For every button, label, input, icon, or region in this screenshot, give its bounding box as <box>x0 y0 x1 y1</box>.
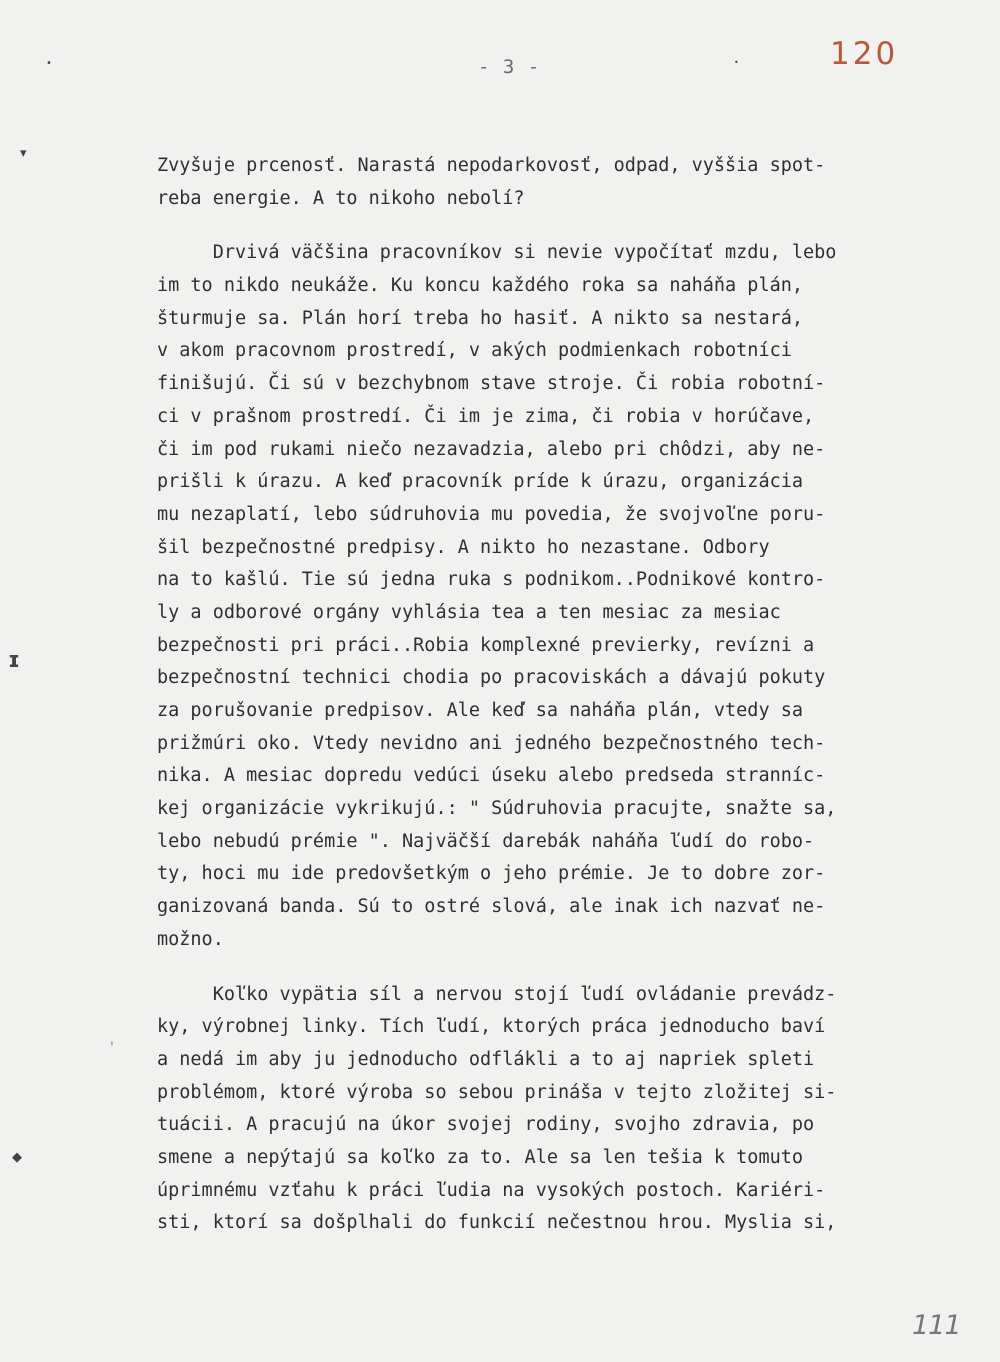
text-line: ly a odborové orgány vyhlásia tea a ten mesiac za mesiac <box>157 601 781 623</box>
text-line: či im pod rukami niečo nezavadzia, alebo pri chôdzi, aby ne- <box>157 438 826 460</box>
margin-mark-dot: • <box>46 58 52 69</box>
text-line: šturmuje sa. Plán horí treba ho hasiť. A nikto sa nestará, <box>157 307 804 329</box>
paragraph-3 <box>157 979 977 1241</box>
text-line: ky, výrobnej linky. Tích ľudí, ktorých práca jednoducho baví <box>157 1016 826 1038</box>
text-line: Drvivá väčšina pracovníkov si nevie vypočítať mzdu, lebo <box>157 242 837 264</box>
text-line: a nedá im aby ju jednoducho odflákli a to aj napriek spleti <box>157 1048 815 1070</box>
text-line: ci v prašnom prostredí. Či im je zima, či robia v horúčave, <box>157 405 815 427</box>
text-line: kej organizácie vykrikujú.: " Súdruhovia pracujte, snažte sa, <box>157 798 837 820</box>
text-line: finišujú. Či sú v bezchybnom stave stroje. Či robia robotní- <box>157 373 826 395</box>
text-line: im to nikdo neukáže. Ku koncu každého roka sa naháňa plán, <box>157 275 804 297</box>
text-line: ty, hoci mu ide predovšetkým o jeho prémie. Je to dobre zor- <box>157 863 826 885</box>
text-line: lebo nebudú prémie ". Najväčší darebák naháňa ľudí do robo- <box>157 830 815 852</box>
text-line: prižmúri oko. Vtedy nevidno ani jedného bezpečnostného tech- <box>157 732 826 754</box>
text-line: prišli k úrazu. A keď pracovník príde k úrazu, organizácia <box>157 471 804 493</box>
text-line: úprimnému vzťahu k práci ľudia na vysokých postoch. Kariéri- <box>157 1179 826 1201</box>
text-line: za porušovanie predpisov. Ale keď sa naháňa plán, vtedy sa <box>157 700 804 721</box>
text-line: Zvyšuje prcenosť. Narastá nepodarkovosť, odpad, vyššia spot- <box>157 155 826 176</box>
handwritten-folio-number-bottom: 111 <box>912 1310 961 1341</box>
text-line: sti, ktorí sa došplhali do funkcií nečestnou hrou. Myslia si, <box>157 1212 837 1234</box>
text-line: ganizovaná banda. Sú to ostré slová, ale inak ich nazvať ne- <box>157 896 826 918</box>
margin-mark-dot: ◆ <box>12 1150 22 1165</box>
text-line: bezpečnostní technici chodia po pracoviskách a dávajú pokuty <box>157 667 826 689</box>
handwritten-folio-number: 120 <box>830 36 899 72</box>
margin-mark-dot: • <box>734 58 739 67</box>
text-line: na to kašlú. Tie sú jedna ruka s podnikom..Podnikové kontro- <box>157 569 826 591</box>
margin-mark-arrow: ▾ <box>20 146 27 161</box>
text-line: nika. A mesiac dopredu vedúci úseku alebo predseda stranníc- <box>157 765 826 787</box>
page-number: - 3 - <box>478 56 541 78</box>
typewritten-body <box>157 150 977 1240</box>
text-line: možno. <box>157 928 224 950</box>
margin-mark-tick: ' <box>110 1040 114 1056</box>
text-line: smene a nepýtajú sa koľko za to. Ale sa len tešia k tomuto <box>157 1146 804 1168</box>
text-line: problémom, ktoré výroba so sebou prináša v tejto zložitej si- <box>157 1081 837 1103</box>
margin-mark-tick: ɪ <box>8 648 20 673</box>
text-line: mu nezaplatí, lebo súdruhovia mu povedia, že svojvoľne poru- <box>157 503 826 525</box>
text-line: šil bezpečnostné predpisy. A nikto ho nezastane. Odbory <box>157 536 770 558</box>
paragraph-1 <box>157 150 977 215</box>
text-line: tuácii. A pracujú na úkor svojej rodiny, svojho zdravia, po <box>157 1114 815 1136</box>
text-line: bezpečnosti pri práci..Robia komplexné previerky, revízni a <box>157 634 815 656</box>
text-line: reba energie. A to nikoho nebolí? <box>157 187 525 209</box>
paragraph-2 <box>157 237 977 956</box>
text-line: v akom pracovnom prostredí, v akých podmienkach robotníci <box>157 340 792 362</box>
text-line: Koľko vypätia síl a nervou stojí ľudí ovládanie prevádz- <box>157 983 837 1005</box>
